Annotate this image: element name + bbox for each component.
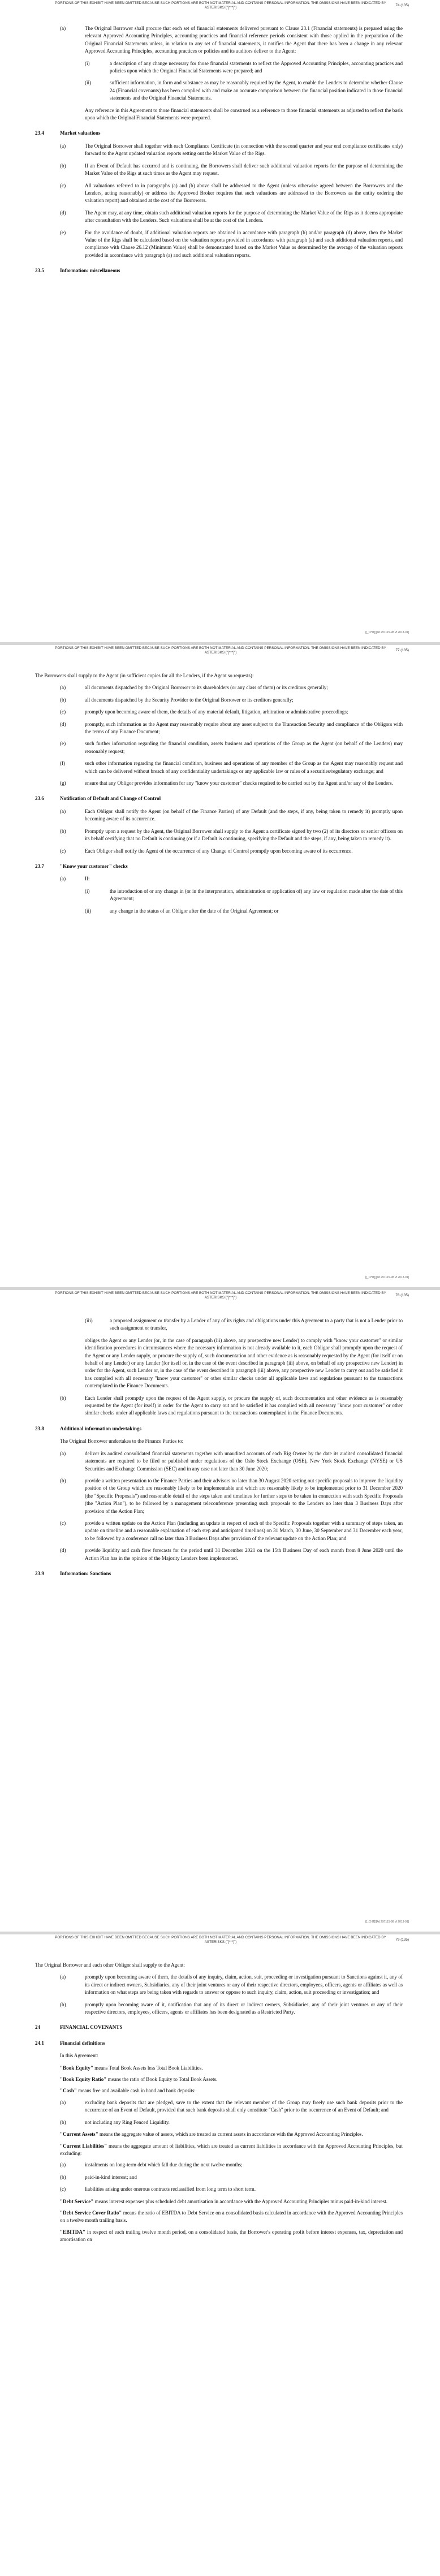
- section-heading-23-6: 23.6 Notification of Default and Change of Control: [35, 795, 161, 802]
- clause-item: (a) If:: [60, 876, 90, 882]
- section-heading-23-9: 23.9 Information: Sanctions: [35, 1570, 111, 1576]
- clause-item: (b) paid-in-kind interest; and: [60, 2174, 137, 2180]
- section-heading-23-8: 23.8 Additional information undertakings: [35, 1425, 142, 1431]
- clause-item: (c) liabilities arising under onerous contracts reclassified from long term to short term.: [60, 2186, 256, 2192]
- page-4: [0, 1934, 440, 2576]
- intro-paragraph: The Original Borrower undertakes to the Finance Parties to:: [60, 1438, 184, 1444]
- intro-paragraph: In this Agreement:: [60, 2053, 98, 2059]
- page-3: [0, 1290, 440, 1932]
- section-heading-24-1: 24.1 Financial definitions: [35, 2040, 105, 2046]
- clause-item: (f) such other information regarding the financial condition, business and operations of any member of the Group as the Agent may reasonably request and which can be delivered without breach of any confidentiality undertakings or any applicable law or rules of a securities/regulatory exchange; and: [60, 760, 403, 774]
- clause-item: (c) All valuations referred to in paragraphs (a) and (b) above shall be addressed to the Agent (unless otherwise agreed between the Borrowers and the Lenders, acting reasonably) or address the Approved Broker requires that such valuations are addressed to the Borrowers as the entity ordering the valuation report) and obtained at the cost of the Borrowers.: [60, 182, 403, 204]
- clause-item: (c) promptly upon becoming aware of them, the details of any material default, litigation, arbitration or administrative proceedings;: [60, 709, 348, 715]
- clause-item: (c) Each Obligor shall notify the Agent of the occurrence of any Change of Control promptly upon becoming aware of its occurrence.: [60, 848, 353, 854]
- clause-item: obliges the Agent or any Lender (or, in the case of paragraph (iii) above, any prospective new Lender) to comply with "know your customer" or similar identification procedures in circumstances where the necessary information is not already available to it, each Obligor shall promptly upon the request of the Agent or any Lender supply, or procure the supply of, such documentation and other evidence as is reasonably requested by the Agent (for itself or on behalf of any Lender) or any Lender (for itself or, in the case of the event described in paragraph (iii) above, on behalf of any prospective new Lender) in order for the Agent, such Lender or, in the case of the event described in paragraph (iii) above, any prospective new Lender to carry out and be satisfied it has complied with all necessary "know your customer" or other similar checks under all applicable laws and regulations pursuant to the transactions contemplated in the Finance Documents.: [85, 1337, 403, 1389]
- definition: "Debt Service" means interest expenses plus scheduled debt amortisation in accordance with the Approved Accounting Principles minus paid-in-kind interest.: [60, 2198, 388, 2204]
- clause-item: (e) For the avoidance of doubt, if additional valuation reports are obtained in accordance with paragraph (b) and/or paragraph (d) above, then the Market Value of the Rigs shall be calculated based on the valuation reports provided in accordance with paragraph (a) and such additional valuation reports, and compliance with Clause 26.12 (Minimum Value) shall be demonstrated based on the Market Value as determined by the average of the valuation reports provided in accordance with paragraph (a) and such additional valuation reports.: [60, 229, 403, 258]
- footer-reference: [[_CHT]][4d 297115-98 vf 2013-01]: [365, 1920, 409, 1924]
- confidentiality-header: PORTIONS OF THIS EXHIBIT HAVE BEEN OMITTED BECAUSE SUCH PORTIONS ARE BOTH NOT MATERIAL AND CONTAINS PERSONAL INFORMATION. THE OMISSIONS HAVE BEEN INDICATED BY ASTERISKS ("[***]"): [55, 1291, 386, 1300]
- clause-item: (b) Each Lender shall promptly upon the request of the Agent supply, or procure the supply of, such documentation and other evidence as is reasonably requested by the Agent (for itself) in order for the Agent to carry out and be satisfied it has complied with all necessary "know your customer" or other similar checks under all applicable laws and regulations pursuant to the transactions contemplated in the Finance Documents.: [60, 1395, 403, 1416]
- page-3-body: [35, 1317, 403, 1582]
- clause-item: (b) Promptly upon a request by the Agent, the Original Borrower shall supply to the Agent a certificate signed by two (2) of its directors or senior officers on its behalf certifying that no Default is continuing (or if a Default is continuing, specifying the Default and the steps, if any, being taken to remedy it).: [60, 828, 403, 842]
- confidentiality-header: PORTIONS OF THIS EXHIBIT HAVE BEEN OMITTED BECAUSE SUCH PORTIONS ARE BOTH NOT MATERIAL AND CONTAINS PERSONAL INFORMATION. THE OMISSIONS HAVE BEEN INDICATED BY ASTERISKS ("[***]"): [55, 646, 386, 655]
- page-2-body: [35, 672, 403, 919]
- clause-subitem: (i) a description of any change necessary for those financial statements to reflect the Approved Accounting Principles, accounting practices and policies upon which the Original Financial Statements were prepared; and: [85, 60, 403, 74]
- confidentiality-header: PORTIONS OF THIS EXHIBIT HAVE BEEN OMITTED BECAUSE SUCH PORTIONS ARE BOTH NOT MATERIAL AND CONTAINS PERSONAL INFORMATION. THE OMISSIONS HAVE BEEN INDICATED BY ASTERISKS ("[***]"): [55, 1936, 386, 1944]
- intro-paragraph: The Borrowers shall supply to the Agent (in sufficient copies for all the Lenders, if the Agent so requests):: [35, 673, 254, 678]
- page-1-body: [35, 25, 403, 280]
- section-heading-23-5: 23.5 Information: miscellaneous: [35, 268, 120, 274]
- page-number: 79 (135): [395, 1938, 409, 1942]
- definition: "Current Assets" means the aggregate value of assets, which are treated as current assets in accordance with the Approved Accounting Principles.: [60, 2131, 363, 2138]
- clause-item: (c) provide a written update on the Action Plan (including an update in respect of each of the Specific Proposals together with a summary of steps taken, an update on timeline and a reasonable explanation of each step and anticipated timelines) on 31 March, 30 June, 30 September and 31 December each year, to be followed by a conference call no later than 3 Business Days after provision of the relevant update on the Action Plan; and: [60, 1520, 403, 1541]
- intro-paragraph: The Original Borrower and each other Obligor shall supply to the Agent:: [35, 1962, 185, 1968]
- definition: "Current Liabilities" means the aggregate amount of liabilities, which are treated as current liabilities in accordance with the Approved Accounting Principles, but excluding:: [60, 2143, 403, 2156]
- definition: "EBITDA" in respect of each trailing twelve month period, on a consolidated basis, the Borrower's operating profit before interest expenses, tax, depreciation and amortisation on: [60, 2229, 403, 2243]
- clause-item: (a) excluding bank deposits that are pledged, save to the extent that the relevant member of the Group may freely use such bank deposits prior to the occurrence of an Event of Default, provided that such bank deposits shall only constitute "Cash" prior to the occurrence of an Event of Default; and: [60, 2099, 403, 2113]
- clause-item: (a) instalments on long-term debt which fall due during the next twelve months;: [60, 2162, 243, 2168]
- clause-item: (d) promptly, such information as the Agent may reasonably require about any asset subject to the Transaction Security and compliance of the Obligors with the terms of any Finance Document;: [60, 721, 403, 735]
- clause-subitem: (ii) any change in the status of an Obligor after the date of the Original Agreement; or: [85, 908, 279, 914]
- page-4-body: [35, 1962, 403, 2248]
- page-number: 74 (135): [395, 3, 409, 7]
- clause-item: (a) Each Obligor shall notify the Agent (on behalf of the Finance Parties) of any Default (and the steps, if any, being taken to remedy it) promptly upon becoming aware of its occurrence.: [60, 808, 403, 822]
- page-number: 77 (135): [395, 648, 409, 652]
- definition: "Book Equity Ratio" means the ratio of Book Equity to Total Book Assets.: [60, 2076, 218, 2083]
- clause-subitem: (iii) a proposed assignment or transfer by a Lender of any of its rights and obligations under this Agreement to a party that is not a Lender prior to such assignment or transfer,: [85, 1318, 403, 1331]
- clause-subitem: (i) the introduction of or any change in (or in the interpretation, administration or application of) any law or regulation made after the date of this Agreement;: [85, 888, 403, 902]
- clause-item: (b) all documents dispatched by the Security Provider to the Original Borrower or its creditors generally;: [60, 696, 294, 703]
- clause-item: (a) all documents dispatched by the Original Borrower to its shareholders (or any class of them) or its creditors generally;: [60, 685, 328, 691]
- clause-item: (a) deliver its audited consolidated financial statements together with unaudited accounts of each Rig Owner by the date its audited consolidated financial statements are required to be filed or published under regulations of the Oslo Stock Exchange (OSE), New York Stock Exchange (NYSE) or US Securities and Exchange Commission (SEC) and in any case not later than 30 June 2020;: [60, 1450, 403, 1472]
- clause-item: (e) such further information regarding the financial condition, assets business and operations of the Group as the Agent (on behalf of the Lenders) may reasonably request;: [60, 741, 403, 754]
- definition: "Cash" means free and available cash in hand and bank deposits:: [60, 2088, 196, 2094]
- section-heading-23-4: 23.4 Market valuations: [35, 130, 101, 136]
- clause-item: (a) The Original Borrower shall together with each Compliance Certificate (in connection with the second quarter and year end compliance certificates only) forward to the Agent updated valuation reports setting out the Market Value of the Rigs.: [60, 143, 403, 157]
- clause-item: (a) The Original Borrower shall procure that each set of financial statements delivered pursuant to Clause 23.1 (Financial statements) is prepared using the relevant Approved Accounting Principles, accounting practices and financial reference periods consistent with those applied in the preparation of the Original Financial Statements unless, in relation to any set of financial statements, it notifies the Agent that there has been a change in any relevant Approved Accounting Principles, accounting practices or policies and its auditors deliver to the Agent:: [60, 25, 403, 54]
- definition: "Debt Service Cover Ratio" means the ratio of EBITDA to Debt Service on a consolidated basis calculated in accordance with the Approved Accounting Principles on a twelve month trailing basis.: [60, 2209, 403, 2224]
- clause-item: (a) promptly upon becoming aware of them, the details of any inquiry, claim, action, suit, proceeding or investigation pursuant to Sanctions against it, any of its direct or indirect owners, Subsidiaries, any of their joint ventures or any of their respective directors, employees, officers, agents or affiliates as well as information on what steps are being taken with regards to answer or oppose to such inquiry, claim, action, suit proceeding or investigation; and: [60, 1974, 403, 1996]
- clause-item: (b) not including any Ring Fenced Liquidity.: [60, 2119, 170, 2125]
- page-2: [0, 645, 440, 1287]
- clause-item: Any reference in this Agreement to those financial statements shall be construed as a reference to those financial statements as adjusted to reflect the basis upon which the Original Financial Statements were prepared.: [85, 107, 403, 121]
- clause-item: (b) provide a written presentation to the Finance Parties and their advisors no later than 30 August 2020 setting out specific proposals to improve the liquidity position of the Group which are reasonably likely to be implementable and which are reasonably likely to be implemented prior to 31 December 2020 (the "Specific Proposals") and reasonable detail of the steps taken and timelines for further steps to be taken in connection with such Specific Proposals (the "Action Plan"), to be followed by a management teleconference presenting such proposals to the Lenders no later than 3 Business Days after provision of the Action Plan;: [60, 1477, 403, 1514]
- confidentiality-header: PORTIONS OF THIS EXHIBIT HAVE BEEN OMITTED BECAUSE SUCH PORTIONS ARE BOTH NOT MATERIAL AND CONTAINS PERSONAL INFORMATION. THE OMISSIONS HAVE BEEN INDICATED BY ASTERISKS ("[***]"): [55, 1, 386, 10]
- definition: "Book Equity" means Total Book Assets less Total Book Liabilities.: [60, 2065, 203, 2071]
- page-1: [0, 0, 440, 642]
- clause-item: (b) If an Event of Default has occurred and is continuing, the Borrowers shall deliver such additional valuation reports for the purpose of determining the Market Value of the Rigs at such times as the Agent may request.: [60, 162, 403, 177]
- clause-item: (g) ensure that any Obligor provides information for any "know your customer" checks required to be carried out by the Agent and/or any of the Lenders.: [60, 780, 394, 786]
- section-heading-24: 24 FINANCIAL COVENANTS: [35, 2024, 123, 2031]
- section-heading-23-7: 23.7 "Know your customer" checks: [35, 863, 128, 869]
- clause-item: (d) provide liquidity and cash flow forecasts for the period until 31 December 2021 on the 15th Business Day of each month from 8 June 2020 until the Action Plan has in the opinion of the Majority Lenders been implemented.: [60, 1547, 403, 1561]
- page-number: 78 (135): [395, 1293, 409, 1297]
- clause-item: (d) The Agent may, at any time, obtain such additional valuation reports for the purpose of determining the Market Value of the Rigs as it deems appropriate after consultation with the Lenders. Such valuations shall be at the cost of the Lenders.: [60, 209, 403, 223]
- clause-item: (b) promptly upon becoming aware of it, notification that any of its direct or indirect owners, Subsidiaries, any of their joint ventures or any of their respective directors, employees, officers, agents or affiliates has been designated as a Restricted Party.: [60, 2001, 403, 2015]
- footer-reference: [[_CHT]][4d 297115-98 vf 2013-01]: [365, 1276, 409, 1279]
- footer-reference: [[_CHT]][4d 297115-98 vf 2013-01]: [365, 631, 409, 634]
- clause-subitem: (ii) sufficient information, in form and substance as may be reasonably required by the Agent, to enable the Lenders to determine whether Clause 24 (Financial covenants) has been complied with and make an accurate comparison between the financial position indicated in those financial statements and the Original Financial Statements.: [85, 80, 403, 101]
